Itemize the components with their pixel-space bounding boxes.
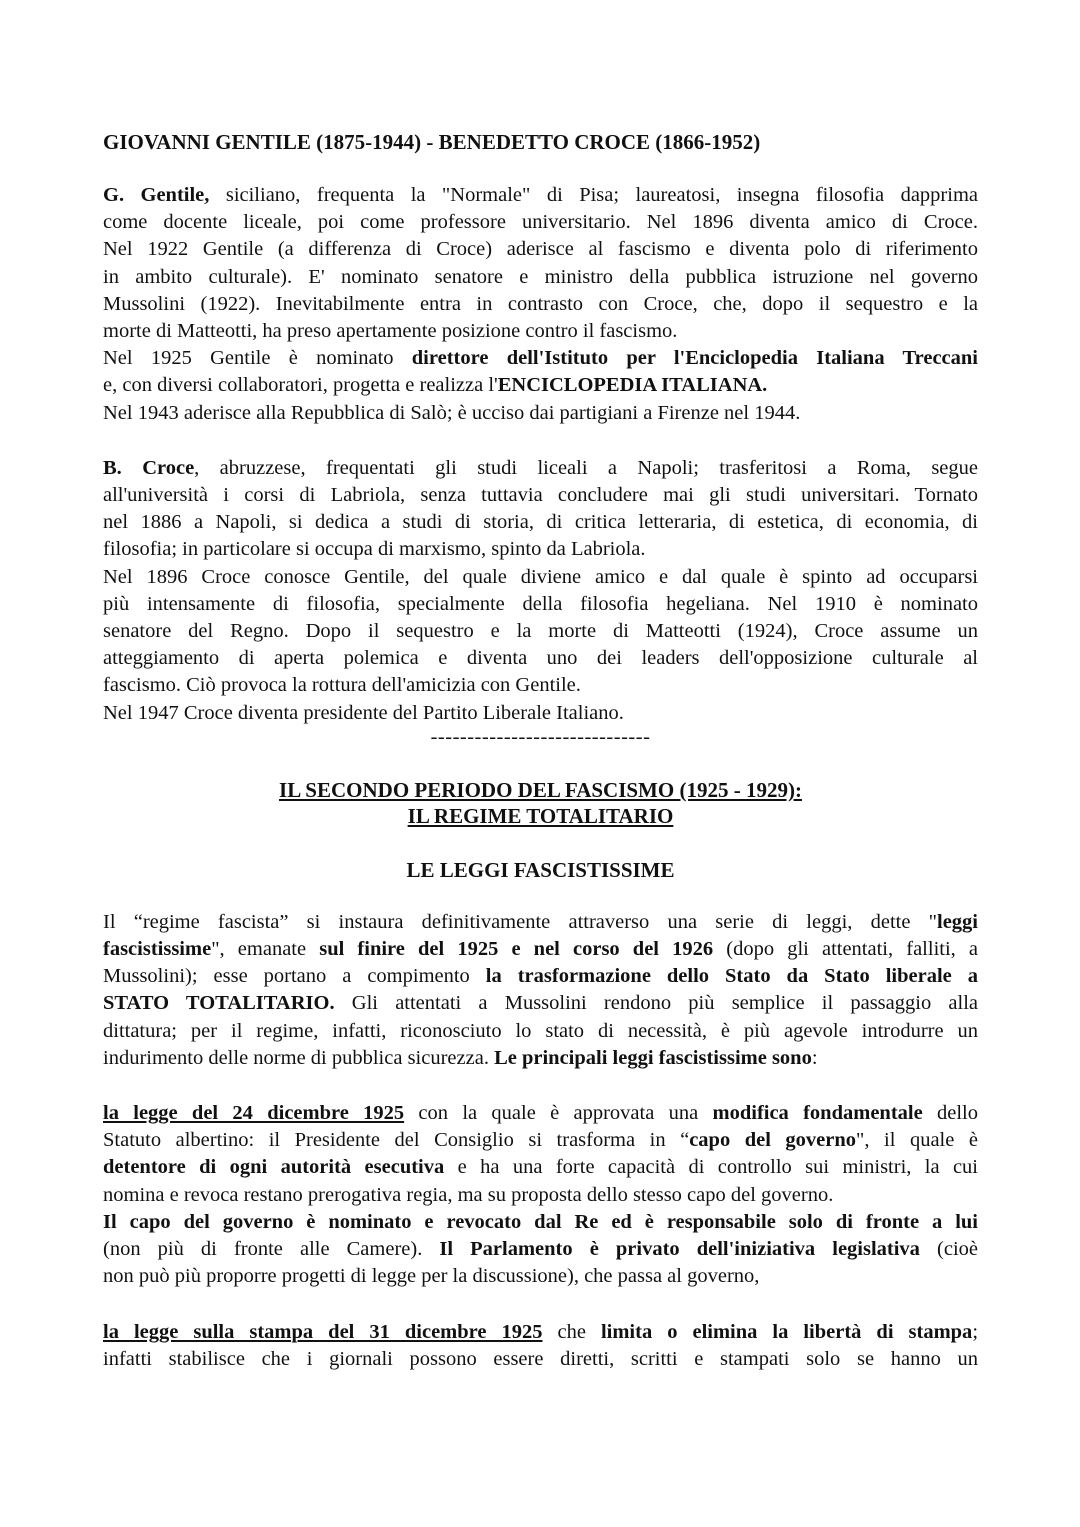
document-title: GIOVANNI GENTILE (1875-1944) - BENEDETTO CROCE (1866-1952) <box>103 130 761 154</box>
gentile-name: G. Gentile, <box>103 184 210 206</box>
croce-paragraph <box>103 455 978 727</box>
text-line: G. Gentile, siciliano, frequenta la "Normale" di Pisa; laureatosi, insegna filosofia dapprima <box>103 184 978 206</box>
text-line: senatore del Regno. Dopo il sequestro e la morte di Matteotti (1924), Croce assume un <box>103 620 978 643</box>
gentile-paragraph <box>103 182 978 427</box>
law-1925-paragraph <box>103 1100 978 1290</box>
text-line: fascistissime", emanate sul finire del 1925 e nel corso del 1926 (dopo gli attentati, falliti, a <box>103 938 978 961</box>
text-line: Nel 1943 aderisce alla Repubblica di Salò; è ucciso dai partigiani a Firenze nel 1944. <box>103 401 801 424</box>
text-line: Nel 1925 Gentile è nominato direttore dell'Istituto per l'Enciclopedia Italiana Treccani <box>103 347 978 370</box>
text-line: Il “regime fascista” si instaura definitivamente attraverso una serie di leggi, dette "leggi <box>103 910 978 933</box>
text-line: detentore di ogni autorità esecutiva e ha una forte capacità di controllo sui ministri, la cui <box>103 1156 978 1179</box>
text-line: nel 1886 a Napoli, si dedica a studi di storia, di critica letteraria, di estetica, di economia, di <box>103 511 978 534</box>
text-line: Statuto albertino: il Presidente del Consiglio si trasforma in “capo del governo", il quale è <box>103 1129 978 1152</box>
text-line: in ambito culturale). E' nominato senatore e ministro della pubblica istruzione nel governo <box>103 265 978 288</box>
text-line: come docente liceale, poi come professore universitario. Nel 1896 diventa amico di Croce. <box>103 211 978 234</box>
text-line: fascismo. Ciò provoca la rottura dell'amicizia con Gentile. <box>103 674 581 697</box>
text-line: la legge sulla stampa del 31 dicembre 1925 che limita o elimina la libertà di stampa; <box>103 1320 979 1343</box>
text-line: filosofia; in particolare si occupa di marxismo, spinto da Labriola. <box>103 538 646 561</box>
text-line: indurimento delle norme di pubblica sicurezza. Le principali leggi fascistissime sono: <box>103 1046 818 1069</box>
section-title-line1: IL SECONDO PERIODO DEL FASCISMO (1925 - 1929): <box>279 777 802 802</box>
text-line: Mussolini); esse portano a compimento la trasformazione dello Stato da Stato liberale a <box>103 965 978 988</box>
section-divider: ------------------------------ <box>430 725 651 748</box>
section-title-line2: IL REGIME TOTALITARIO <box>407 803 674 828</box>
text-line: Il capo del governo è nominato e revocato dal Re ed è responsabile solo di fronte a lui <box>103 1210 978 1233</box>
text-line: morte di Matteotti, ha preso apertamente posizione contro il fascismo. <box>103 320 678 343</box>
section-subtitle: LE LEGGI FASCISTISSIME <box>406 857 675 882</box>
text-line: e, con diversi collaboratori, progetta e realizza l'ENCICLOPEDIA ITALIANA. <box>103 374 768 397</box>
law-title: la legge sulla stampa del 31 dicembre 1925 <box>103 1320 543 1343</box>
croce-name: B. Croce <box>103 456 195 479</box>
text-line: STATO TOTALITARIO. Gli attentati a Mussolini rendono più semplice il passaggio alla <box>103 992 978 1015</box>
law-press-paragraph <box>103 1319 978 1373</box>
text-line: (non più di fronte alle Camere). Il Parlamento è privato dell'iniziativa legislativa (cioè <box>103 1238 978 1261</box>
text-line: Mussolini (1922). Inevitabilmente entra in contrasto con Croce, che, dopo il sequestro e la <box>103 292 978 315</box>
text-line: più intensamente di filosofia, specialmente della filosofia hegeliana. Nel 1910 è nominato <box>103 592 978 615</box>
text-line: infatti stabilisce che i giornali possono essere diretti, scritti e stampati solo se hanno un <box>103 1347 978 1370</box>
text-line: B. Croce, abruzzese, frequentati gli studi liceali a Napoli; trasferitosi a Roma, segue <box>103 456 979 479</box>
text-line: dittatura; per il regime, infatti, riconosciuto lo stato di necessità, è più agevole introdurre un <box>103 1019 978 1042</box>
law-title: la legge del 24 dicembre 1925 <box>103 1102 405 1125</box>
text-line: la legge del 24 dicembre 1925 con la quale è approvata una modifica fondamentale dello <box>103 1102 978 1125</box>
regime-paragraph <box>103 909 978 1072</box>
text-line: Nel 1947 Croce diventa presidente del Partito Liberale Italiano. <box>103 701 624 724</box>
text-line: nomina e revoca restano prerogativa regia, ma su proposta dello stesso capo del governo. <box>103 1183 834 1206</box>
text-line: non può più proporre progetti di legge per la discussione), che passa al governo, <box>103 1265 760 1288</box>
text-line: atteggiamento di aperta polemica e diventa uno dei leaders dell'opposizione culturale al <box>103 647 978 670</box>
document-page <box>103 128 978 1373</box>
text-line: all'università i corsi di Labriola, senza tuttavia concludere mai gli studi universitari. Tornato <box>103 484 978 507</box>
text-line: Nel 1896 Croce conosce Gentile, del quale diviene amico e dal quale è spinto ad occuparsi <box>103 565 978 588</box>
text-line: Nel 1922 Gentile (a differenza di Croce) aderisce al fascismo e diventa polo di riferimento <box>103 238 978 261</box>
